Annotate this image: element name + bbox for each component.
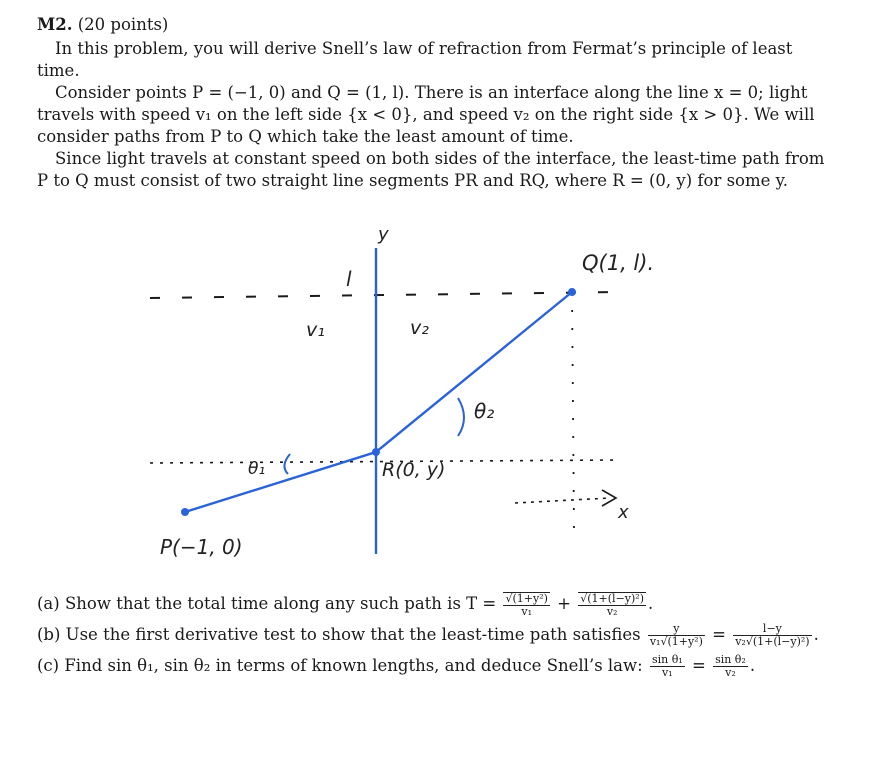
part-c-fraction-1 (650, 654, 685, 679)
problem-statement (37, 38, 837, 192)
x-axis (515, 498, 610, 503)
label-v2: v₂ (410, 317, 429, 339)
label-Q: Q(1, l). (582, 251, 655, 275)
point-R (372, 448, 380, 456)
label-y-axis: y (378, 224, 389, 245)
part-a-num1: √(1+y²) (505, 591, 548, 605)
part-b-text: (b) Use the first derivative test to show that the least-time path satisfies (37, 625, 641, 644)
part-c-text: (c) Find sin θ₁, sin θ₂ in terms of known lengths, and deduce Snell’s law: (37, 656, 643, 675)
line-x-equals-1 (572, 292, 574, 528)
refraction-diagram (140, 218, 700, 558)
label-l: l (346, 267, 352, 291)
line-y-equals-l (150, 292, 620, 298)
intro-paragraph: In this problem, you will derive Snell’s law of refraction from Fermat’s principle of least time. (37, 39, 793, 80)
part-c-num1: sin θ₁ (651, 653, 683, 666)
part-b-num2: l−y (733, 623, 811, 636)
label-theta1: θ₁ (248, 459, 266, 479)
part-c-den1: v₁ (662, 666, 673, 679)
label-theta2: θ₂ (474, 399, 495, 423)
point-Q (568, 288, 576, 296)
part-a-den2: v₂ (606, 604, 618, 618)
setup-paragraph: Consider points P = (−1, 0) and Q = (1, l). There is an interface along the line x = 0; light travels with speed v₁ on the left side {x < 0}, and speed v₂ on the right side {x > 0}. We will consider paths from P to Q which take the least amount of time. (37, 83, 815, 146)
part-b-equals: = (712, 625, 726, 644)
light-path (185, 292, 572, 512)
point-P (181, 508, 189, 516)
part-c-fraction-2 (713, 654, 748, 679)
part-c-den2: v₂ (725, 666, 736, 679)
problem-label: M2. (37, 15, 73, 34)
label-v1: v₁ (306, 319, 325, 341)
part-b-fraction-1 (648, 623, 705, 648)
problem-parts (37, 588, 857, 681)
part-b-num1: y (648, 623, 705, 636)
part-a-fraction-2 (578, 592, 646, 618)
path-paragraph: Since light travels at constant speed on both sides of the interface, the least-time path from P to Q must consist of two straight line segments PR and RQ, where R = (0, y) for some y. (37, 149, 825, 190)
part-a-text: (a) Show that the total time along any such path is T = (37, 594, 497, 613)
theta1-arc (284, 454, 290, 474)
label-R: R(0, y) (382, 459, 446, 481)
part-b-den1: v₁√(1+y²) (649, 635, 703, 648)
part-c-equals: = (691, 656, 706, 675)
label-x-axis: x (618, 502, 629, 523)
points-label: (20 points) (77, 15, 169, 34)
part-c-num2: sin θ₂ (715, 653, 746, 666)
part-a (37, 588, 857, 619)
part-c-end: . (749, 656, 756, 675)
part-a-den1: v₁ (521, 604, 533, 618)
part-a-fraction-1 (503, 592, 549, 618)
part-a-num2: √(1+(l−y)²) (580, 591, 644, 605)
part-b-end: . (813, 625, 819, 644)
part-a-end: . (648, 594, 654, 613)
part-b-fraction-2 (733, 623, 811, 648)
part-c (37, 650, 857, 681)
part-a-plus: + (557, 594, 571, 613)
label-P: P(−1, 0) (160, 535, 243, 558)
part-b-den2: v₂√(1+(l−y)²) (735, 635, 810, 648)
part-b (37, 619, 857, 650)
problem-header (37, 14, 837, 36)
theta2-arc (458, 398, 464, 436)
